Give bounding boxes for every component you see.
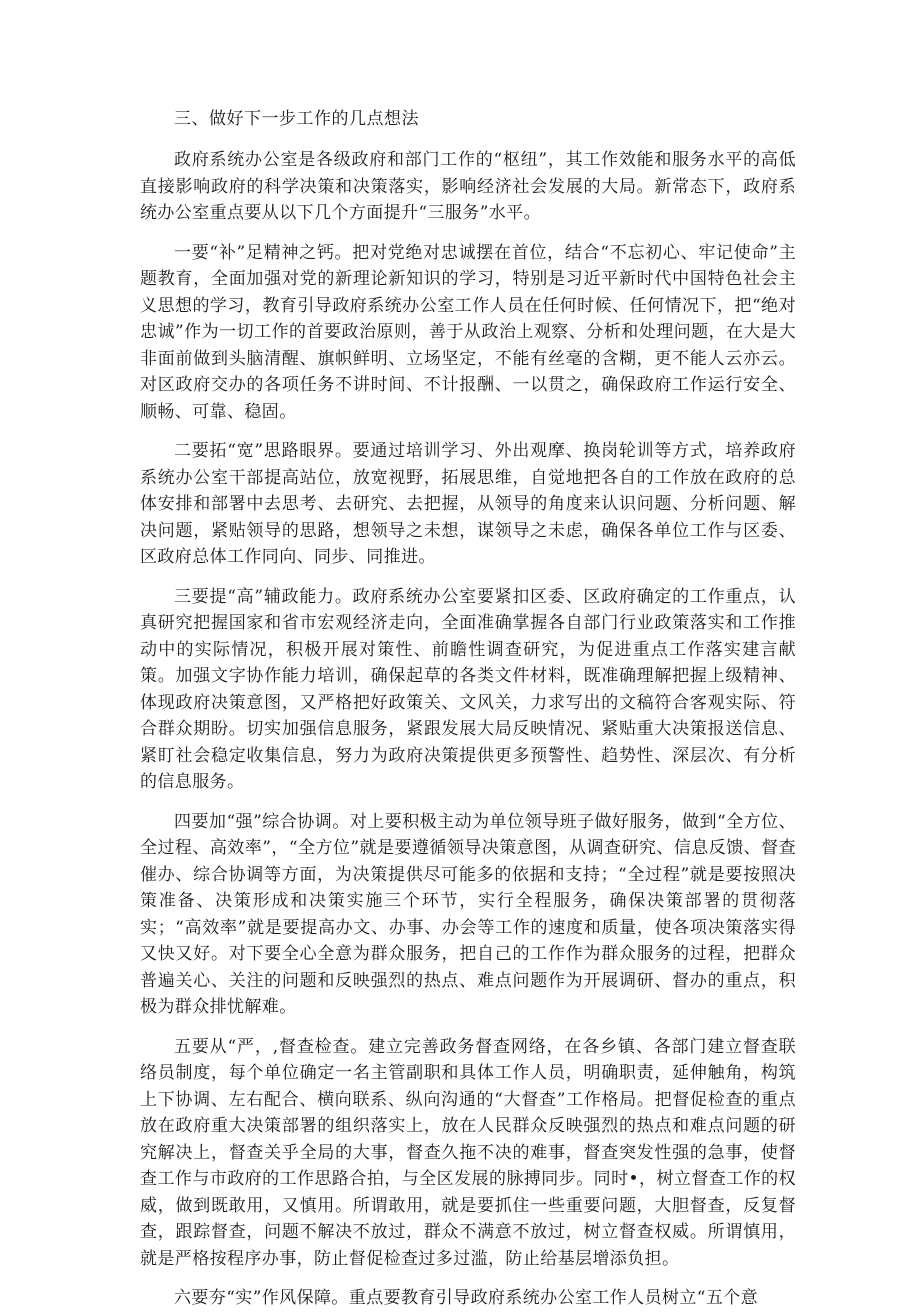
paragraph-point-4: 四要加“强”综合协调。对上要积极主动为单位领导班子做好服务，做到“全方位、全过程、高效率”，“全方位”就是要遵循领导决策意图，从调查研究、信息反馈、督查催办、综合协调等方面，为决策提供尽可能多的依据和支持；“全过程”就是要按照决策准备、决策形成和决策实施三个环节，实行全程服务，确保决策部署的贯彻落实；“高效率”就是要提高办文、办事、办会等工作的速度和质量，使各项决策落实得又快又好。对下要全心全意为群众服务，把自己的工作作为群众服务的过程，把群众普遍关心、关注的问题和反映强烈的热点、难点问题作为开展调研、督办的重点，积极为群众排忧解难。 — [140, 811, 796, 1017]
paragraph-intro: 政府系统办公室是各级政府和部门工作的“枢纽”，其工作效能和服务水平的高低直接影响政府的科学决策和决策落实，影响经济社会发展的大局。新常态下，政府系统办公室重点要从以下几个方面提升“三服务”水平。 — [140, 150, 796, 223]
paragraph-point-3: 三要提“高”辅政能力。政府系统办公室要紧扣区委、区政府确定的工作重点，认真研究把握国家和省市宏观经济走向，全面准确掌握各自部门行业政策落实和工作推动中的实际情况，积极开展对策性、前瞻性调查研究，为促进重点工作落实建言献策。加强文字协作能力培训，确保起草的各类文件材料，既准确理解把握上级精神、体现政府决策意图，又严格把好政策关、文风关，力求写出的文稿符合客观实际、符合群众期盼。切实加强信息服务，紧跟发展大局反映情况、紧贴重大决策报送信息、紧盯社会稳定收集信息，努力为政府决策提供更多预警性、趋势性、深层次、有分析的信息服务。 — [140, 586, 796, 792]
document-page — [140, 107, 796, 1312]
paragraph-point-6: 六要夯“实”作风保障。重点要教育引导政府系统办公室工作人员树立“五个意 — [174, 1288, 759, 1308]
paragraph-point-5: 五要从“严，,督查检查。建立完善政务督查网络，在各乡镇、各部门建立督查联络员制度，每个单位确定一名主管副职和具体工作人员，明确职责，延伸触角，构筑上下协调、左右配合、横向联系、纵向沟通的“大督查”工作格局。把督促检查的重点放在政府重大决策部署的组织落实上，放在人民群众反映强烈的热点和难点问题的研究解决上，督查关乎全局的大事，督查久拖不决的难事，督查突发性强的急事，使督查工作与市政府的工作思路合拍，与全区发展的脉搏同步。同时•，树立督查工作的权威，做到既敢用，又慎用。所谓敢用，就是要抓住一些重要问题，大胆督查，反复督查，跟踪督查，问题不解决不放过，群众不满意不放过，树立督查权威。所谓慎用，就是严格按程序办事，防止督促检查过多过滥，防止给基层增添负担。 — [140, 1036, 796, 1269]
paragraph-point-1: 一要“补”足精神之钙。把对党绝对忠诚摆在首位，结合“不忘初心、牢记使命”主题教育，全面加强对党的新理论新知识的学习，特别是习近平新时代中国特色社会主义思想的学习，教育引导政府系统办公室工作人员在任何时候、任何情况下，把“绝对忠诚”作为一切工作的首要政治原则，善于从政治上观察、分析和处理问题，在大是大非面前做到头脑清醒、旗帜鲜明、立场坚定，不能有丝毫的含糊，更不能人云亦云。对区政府交办的各项任务不讲时间、不计报酬、一以贯之，确保政府工作运行安全、顺畅、可靠、稳固。 — [140, 242, 796, 422]
section-heading: 三、做好下一步工作的几点想法 — [174, 109, 419, 129]
paragraph-point-2: 二要拓“宽”思路眼界。要通过培训学习、外出观摩、换岗轮训等方式，培养政府系统办公室干部提高站位，放宽视野，拓展思维，自觉地把各自的工作放在政府的总体安排和部署中去思考、去研究、去把握，从领导的角度来认识问题、分析问题、解决问题，紧贴领导的思路，想领导之未想，谋领导之未虑，确保各单位工作与区委、区政府总体工作同向、同步、同推进。 — [140, 441, 796, 567]
